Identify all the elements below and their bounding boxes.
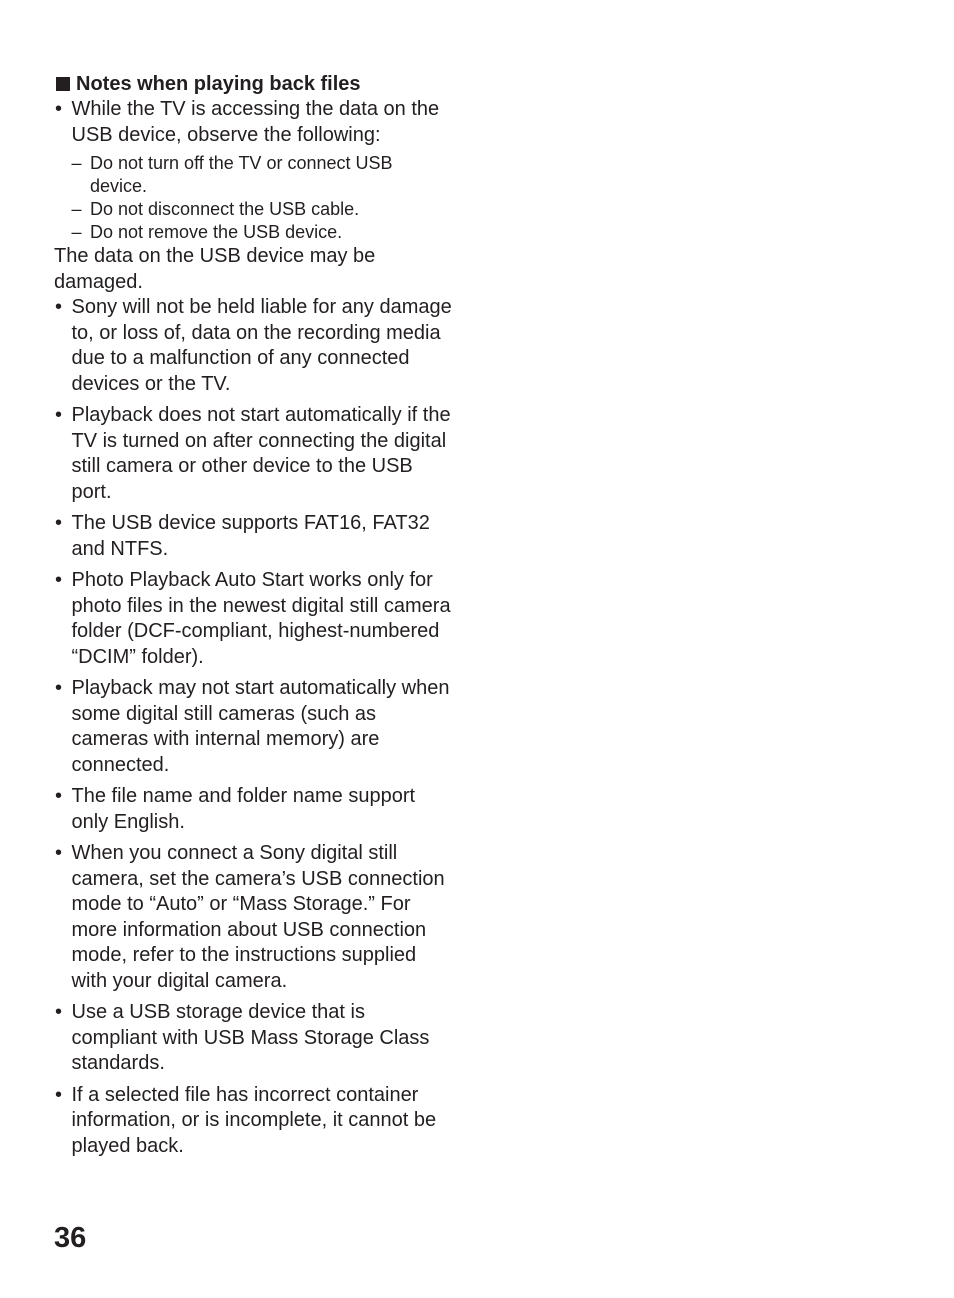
dash-icon: – xyxy=(71,153,82,173)
list-item xyxy=(54,1000,454,1077)
bullet-icon: • xyxy=(55,677,63,699)
list-item-text: Playback may not start automatically when some digital still cameras (such as cameras with internal memory) are connected. xyxy=(71,677,450,776)
dash-icon: – xyxy=(71,199,82,219)
bullet-icon: • xyxy=(55,1083,63,1106)
list-item xyxy=(54,511,454,562)
list-item xyxy=(54,568,454,670)
sub-list-item xyxy=(72,152,455,198)
list-item xyxy=(54,295,454,397)
dash-icon: – xyxy=(71,222,82,242)
list-item-usb-access xyxy=(54,97,454,148)
list-item xyxy=(54,676,454,778)
square-bullet-icon xyxy=(56,77,70,91)
page-number: 36 xyxy=(54,1222,87,1254)
list-item xyxy=(54,1083,454,1160)
list-item-text: Photo Playback Auto Start works only for photo files in the newest digital still camera folder (DCF-compliant, highest-numbered “DCIM” folder). xyxy=(71,569,451,668)
list-item xyxy=(54,784,454,835)
follow-up-paragraph: The data on the USB device may be damaged. xyxy=(54,245,376,293)
section-heading-text: Notes when playing back files xyxy=(76,73,361,95)
bullet-icon: • xyxy=(55,569,63,591)
sub-list-item-text: Do not disconnect the USB cable. xyxy=(90,199,360,219)
bullet-icon: • xyxy=(55,785,63,807)
list-item-text: While the TV is accessing the data on the USB device, observe the following: xyxy=(71,98,440,146)
sub-list-item xyxy=(72,198,455,221)
bullet-icon: • xyxy=(55,512,63,534)
section-heading xyxy=(54,71,454,97)
list-item xyxy=(54,841,454,994)
sub-list-item xyxy=(72,221,455,244)
sub-list xyxy=(72,152,455,244)
bullet-list xyxy=(54,295,454,1159)
bullet-icon: • xyxy=(55,404,63,426)
bullet-icon: • xyxy=(55,842,63,864)
list-item-text: Sony will not be held liable for any damage to, or loss of, data on the recording media due to a malfunction of any connected devices or the TV. xyxy=(71,296,452,395)
bullet-icon: • xyxy=(55,98,63,120)
list-item-text: The USB device supports FAT16, FAT32 and NTFS. xyxy=(71,512,430,560)
notes-section xyxy=(54,71,454,1159)
list-item-text: When you connect a Sony digital still camera, set the camera’s USB connection mode to “Auto” or “Mass Storage.” For more information about USB connection mode, refer to the instructions supplied with your digital camera. xyxy=(71,842,445,992)
list-item-text: The file name and folder name support only English. xyxy=(71,785,416,833)
bullet-icon: • xyxy=(55,296,63,318)
list-item xyxy=(54,403,454,505)
sub-list-item-text: Do not turn off the TV or connect USB device. xyxy=(90,153,393,196)
list-item-text: If a selected file has incorrect container information, or is incomplete, it cannot be played back. xyxy=(71,1083,437,1157)
list-item-text: Playback does not start automatically if the TV is turned on after connecting the digital still camera or other device to the USB port. xyxy=(71,404,451,503)
sub-list-item-text: Do not remove the USB device. xyxy=(90,222,343,242)
bullet-icon: • xyxy=(55,1001,63,1023)
list-item-text: Use a USB storage device that is compliant with USB Mass Storage Class standards. xyxy=(71,1001,430,1074)
